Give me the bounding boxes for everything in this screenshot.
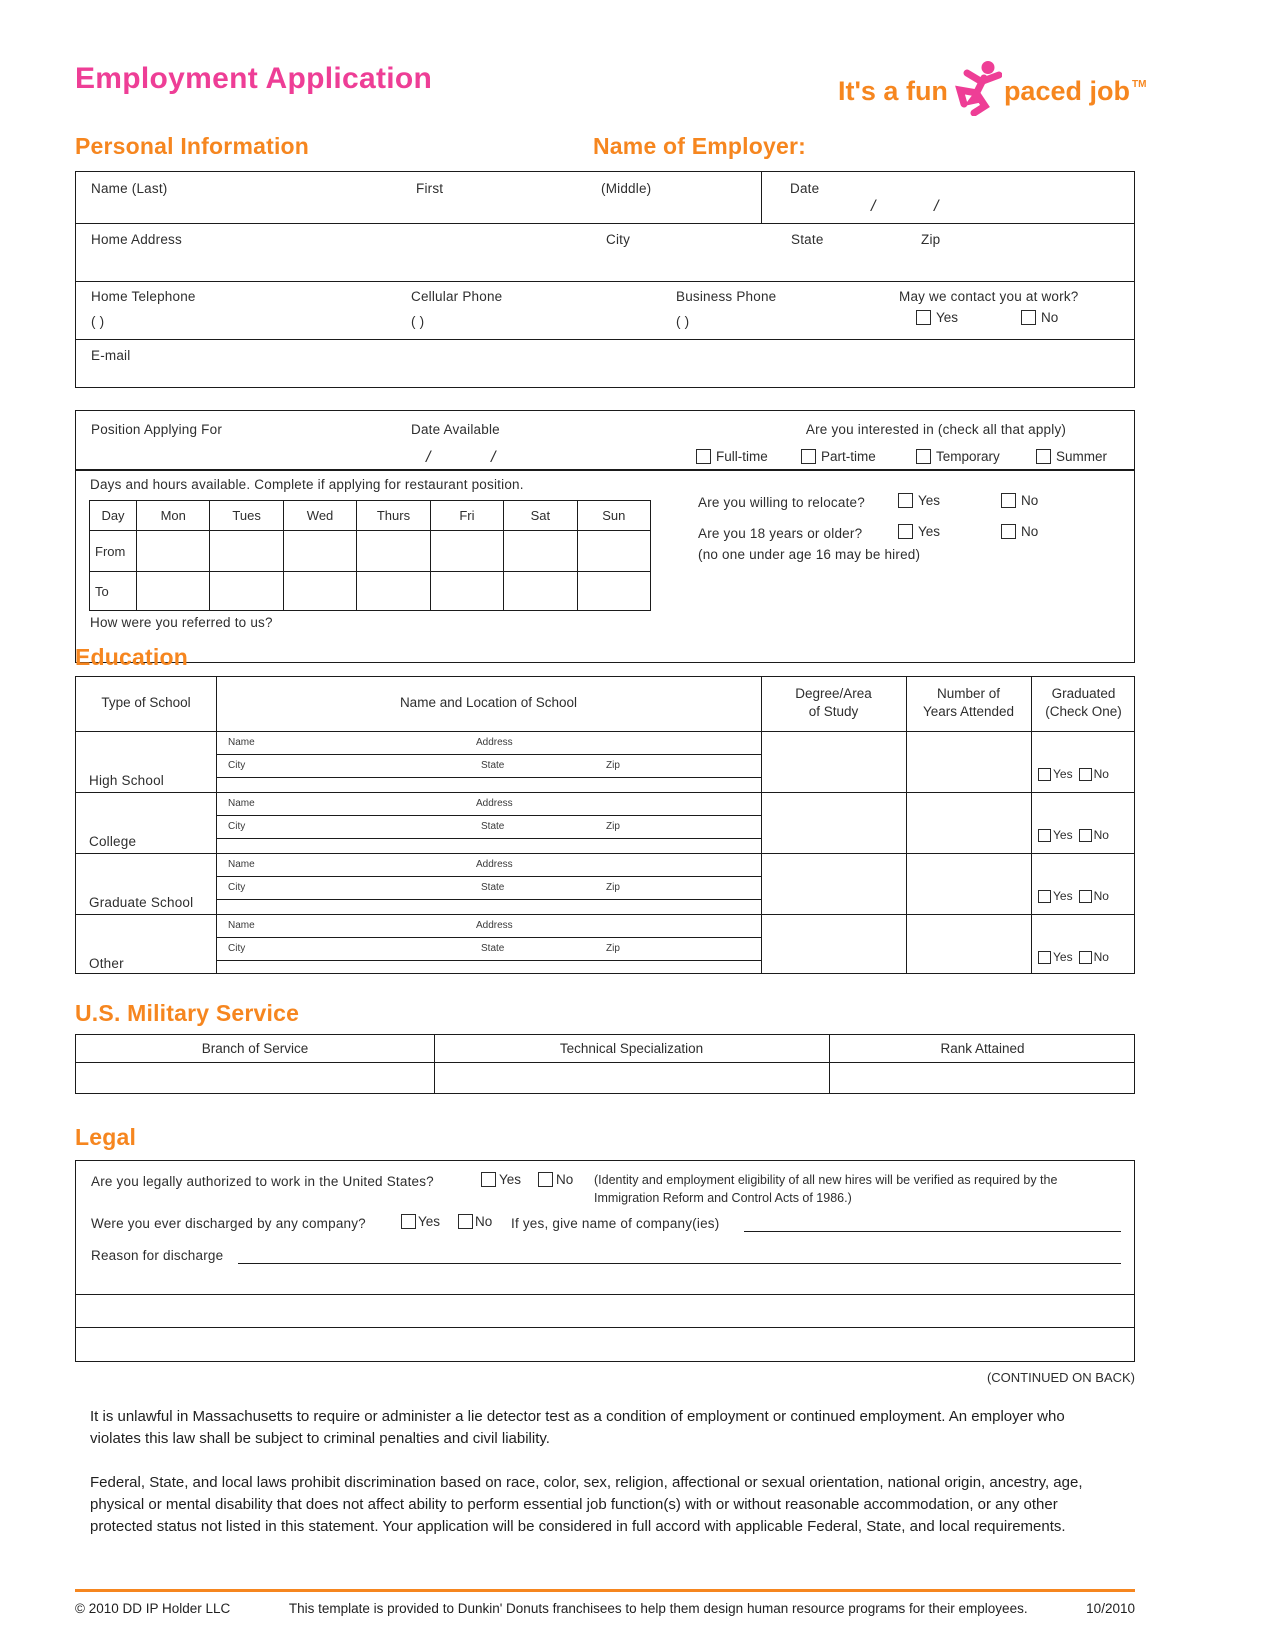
rank-attained-header: Rank Attained xyxy=(940,1041,1025,1056)
to-fri-cell[interactable] xyxy=(430,572,503,611)
graduated-header: Graduated (Check One) xyxy=(1045,686,1122,719)
age-yes-checkbox[interactable] xyxy=(898,524,913,539)
age-no-option xyxy=(1001,524,1038,539)
business-phone-parens: ( ) xyxy=(676,314,690,329)
to-thurs-cell[interactable] xyxy=(357,572,430,611)
sub-divider xyxy=(216,754,761,755)
company-names-field[interactable] xyxy=(744,1213,1121,1232)
trademark-symbol: TM xyxy=(1131,79,1147,90)
state-label: State xyxy=(791,232,824,247)
if-yes-label: If yes, give name of company(ies) xyxy=(511,1216,720,1231)
sub-zip-label: Zip xyxy=(606,943,620,954)
template-note: This template is provided to Dunkin' Donuts franchisees to help them design human resource programs for their employees. xyxy=(288,1601,1028,1616)
sub-name-label: Name xyxy=(228,737,255,748)
yes-label: Yes xyxy=(936,310,959,325)
personal-info-heading: Personal Information xyxy=(75,133,310,159)
date-available-label: Date Available xyxy=(411,422,500,437)
from-sat-cell[interactable] xyxy=(504,531,577,572)
row-label-high-school: High School xyxy=(89,773,164,788)
tagline-right: paced job xyxy=(1003,76,1130,106)
row-label-college: College xyxy=(89,834,137,849)
zip-label: Zip xyxy=(921,232,941,247)
discharged-yes-option: Yes xyxy=(401,1214,440,1229)
col-divider xyxy=(216,677,217,973)
date-label: Date xyxy=(790,181,820,196)
interest-temporary xyxy=(916,449,1000,464)
summer-label: Summer xyxy=(1056,449,1108,464)
home-address-label: Home Address xyxy=(91,232,182,247)
sub-divider xyxy=(216,815,761,816)
sub-state-label: State xyxy=(481,943,505,954)
temporary-label: Temporary xyxy=(936,449,1000,464)
heavy-divider xyxy=(76,469,1134,471)
summer-checkbox[interactable] xyxy=(1036,449,1051,464)
education-table xyxy=(75,676,1135,974)
yes-label: Yes xyxy=(918,524,941,539)
college-graduated-options: Yes No xyxy=(1038,828,1109,842)
authorized-yes-option: Yes xyxy=(481,1172,521,1187)
home-phone-parens: ( ) xyxy=(91,314,105,329)
city-label: City xyxy=(606,232,631,247)
age-note: (no one under age 16 may be hired) xyxy=(698,547,921,562)
date-slash-1: / xyxy=(871,198,876,215)
military-heading: U.S. Military Service xyxy=(75,1000,300,1026)
footer-rule xyxy=(75,1589,1135,1592)
discharged-yes-checkbox[interactable] xyxy=(401,1214,416,1229)
middle-name-label: (Middle) xyxy=(601,181,652,196)
sat-col-header: Sat xyxy=(504,501,577,531)
parttime-checkbox[interactable] xyxy=(801,449,816,464)
to-mon-cell[interactable] xyxy=(137,572,210,611)
footer-line xyxy=(75,1601,1135,1616)
interested-in-label: Are you interested in (check all that apply) xyxy=(805,422,1067,437)
college-grad-yes-checkbox[interactable] xyxy=(1038,829,1051,842)
day-col-header: Day xyxy=(90,501,137,531)
position-applying-label: Position Applying For xyxy=(91,422,223,437)
referred-question: How were you referred to us? xyxy=(90,615,273,630)
date-slash-2: / xyxy=(934,198,939,215)
page-title: Employment Application xyxy=(75,62,433,95)
no-label: No xyxy=(1041,310,1059,325)
from-row-label: From xyxy=(90,531,137,572)
education-heading: Education xyxy=(75,644,188,670)
discrimination-paragraph: Federal, State, and local laws prohibit discrimination based on race, color, sex, religion, affectional or sexual orientation, national origin, ancestry, age, physical or mental disability that does not affect ability to perform essential job function(s) with or without reasonable accommodation, or any other protected status not listed in this statement. Your application will be considered in full accord with applicable Federal, State, and local requirements. xyxy=(90,1474,1083,1535)
sub-address-label: Address xyxy=(476,859,513,870)
row-divider xyxy=(76,914,1134,915)
header-divider xyxy=(76,1062,1134,1063)
legal-box xyxy=(75,1160,1135,1362)
to-row-label: To xyxy=(90,572,137,611)
to-wed-cell[interactable] xyxy=(283,572,356,611)
date-cell-divider xyxy=(761,172,762,223)
military-table xyxy=(75,1034,1135,1094)
no-label: No xyxy=(1021,493,1039,508)
other-graduated-options: Yes No xyxy=(1038,950,1109,964)
sub-name-label: Name xyxy=(228,798,255,809)
sub-zip-label: Zip xyxy=(606,760,620,771)
from-sun-cell[interactable] xyxy=(577,531,650,572)
cell-phone-parens: ( ) xyxy=(411,314,425,329)
tues-col-header: Tues xyxy=(210,501,283,531)
days-hours-label: Days and hours available. Complete if applying for restaurant position. xyxy=(90,477,524,492)
yes-label: Yes xyxy=(918,493,941,508)
row-divider xyxy=(76,792,1134,793)
col-divider xyxy=(1031,677,1032,973)
sub-state-label: State xyxy=(481,821,505,832)
row-divider xyxy=(76,339,1134,340)
branch-of-service-header: Branch of Service xyxy=(201,1041,309,1056)
contact-no-checkbox[interactable] xyxy=(1021,310,1036,325)
sub-divider xyxy=(216,876,761,877)
header-divider xyxy=(76,731,1134,732)
copyright-text: © 2010 DD IP Holder LLC xyxy=(75,1601,231,1616)
sub-state-label: State xyxy=(481,882,505,893)
relocate-no-option xyxy=(1001,493,1038,508)
from-thurs-cell[interactable] xyxy=(357,531,430,572)
no-label: No xyxy=(1021,524,1039,539)
relocate-no-checkbox[interactable] xyxy=(1001,493,1016,508)
row-divider xyxy=(76,1294,1134,1295)
gradschool-grad-yes-checkbox[interactable] xyxy=(1038,890,1051,903)
wed-col-header: Wed xyxy=(283,501,356,531)
years-attended-header: Number of Years Attended xyxy=(922,686,1015,719)
interest-parttime xyxy=(801,449,876,464)
name-location-header: Name and Location of School xyxy=(399,695,578,710)
gradschool-grad-no-checkbox[interactable] xyxy=(1079,890,1092,903)
sub-name-label: Name xyxy=(228,920,255,931)
from-fri-cell[interactable] xyxy=(430,531,503,572)
contact-yes-option xyxy=(916,310,958,325)
hs-grad-no-checkbox[interactable] xyxy=(1079,768,1092,781)
relocate-yes-option xyxy=(898,493,940,508)
gradschool-graduated-options: Yes No xyxy=(1038,889,1109,903)
interest-summer xyxy=(1036,449,1107,464)
row-divider xyxy=(76,281,1134,282)
interest-fulltime xyxy=(696,449,768,464)
sub-city-label: City xyxy=(228,882,246,893)
sub-divider xyxy=(216,899,761,900)
sub-state-label: State xyxy=(481,760,505,771)
authorized-question: Are you legally authorized to work in the United States? xyxy=(91,1174,434,1189)
relocate-yes-checkbox[interactable] xyxy=(898,493,913,508)
contact-yes-checkbox[interactable] xyxy=(916,310,931,325)
other-grad-yes-checkbox[interactable] xyxy=(1038,951,1051,964)
discharged-no-option: No xyxy=(458,1214,492,1229)
avail-slash-1: / xyxy=(426,449,431,466)
hs-graduated-options: Yes No xyxy=(1038,767,1109,781)
row-divider xyxy=(76,1327,1134,1328)
type-of-school-header: Type of School xyxy=(101,695,191,710)
technical-specialization-header: Technical Specialization xyxy=(559,1041,704,1056)
reason-discharge-field[interactable] xyxy=(238,1245,1121,1264)
brand-tagline xyxy=(838,60,1146,123)
employer-heading: Name of Employer: xyxy=(593,133,807,159)
sub-divider xyxy=(216,937,761,938)
age-question: Are you 18 years or older? xyxy=(698,526,863,541)
name-last-label: Name (Last) xyxy=(91,181,168,196)
sub-divider xyxy=(216,960,761,961)
sub-address-label: Address xyxy=(476,798,513,809)
degree-header: Degree/Area of Study xyxy=(795,686,872,719)
to-sun-cell[interactable] xyxy=(577,572,650,611)
mon-col-header: Mon xyxy=(137,501,210,531)
sub-divider xyxy=(216,777,761,778)
avail-slash-2: / xyxy=(491,449,496,466)
age-yes-option xyxy=(898,524,940,539)
sub-address-label: Address xyxy=(476,737,513,748)
fulltime-label: Full-time xyxy=(716,449,768,464)
sub-address-label: Address xyxy=(476,920,513,931)
sub-city-label: City xyxy=(228,943,246,954)
authorized-no-option: No xyxy=(538,1172,573,1187)
sub-divider xyxy=(216,838,761,839)
contact-at-work-label: May we contact you at work? xyxy=(899,289,1079,304)
continued-on-back-note: (CONTINUED ON BACK) xyxy=(986,1370,1135,1385)
fulltime-checkbox[interactable] xyxy=(696,449,711,464)
sub-name-label: Name xyxy=(228,859,255,870)
hs-grad-yes-checkbox[interactable] xyxy=(1038,768,1051,781)
row-divider xyxy=(76,223,1134,224)
other-grad-no-checkbox[interactable] xyxy=(1079,951,1092,964)
discharged-no-checkbox[interactable] xyxy=(458,1214,473,1229)
business-phone-label: Business Phone xyxy=(676,289,777,304)
reason-discharge-label: Reason for discharge xyxy=(91,1248,224,1263)
sub-city-label: City xyxy=(228,821,246,832)
discharged-question: Were you ever discharged by any company? xyxy=(91,1216,366,1231)
personal-info-table xyxy=(75,171,1135,388)
email-label: E-mail xyxy=(91,348,131,363)
authorized-note: (Identity and employment eligibility of all new hires will be verified as required by the Immigration Reform and Control Acts of 1986.) xyxy=(594,1173,1058,1205)
to-sat-cell[interactable] xyxy=(504,572,577,611)
from-tues-cell[interactable] xyxy=(210,531,283,572)
authorized-no-checkbox[interactable] xyxy=(538,1172,553,1187)
col-divider xyxy=(906,677,907,973)
cell-phone-label: Cellular Phone xyxy=(411,289,503,304)
sun-col-header: Sun xyxy=(577,501,650,531)
contact-no-option xyxy=(1021,310,1058,325)
from-wed-cell[interactable] xyxy=(283,531,356,572)
days-hours-table xyxy=(89,500,651,611)
sub-zip-label: Zip xyxy=(606,821,620,832)
parttime-label: Part-time xyxy=(821,449,876,464)
college-grad-no-checkbox[interactable] xyxy=(1079,829,1092,842)
relocate-question: Are you willing to relocate? xyxy=(698,495,865,510)
authorized-yes-checkbox[interactable] xyxy=(481,1172,496,1187)
runner-icon xyxy=(950,60,1002,123)
first-name-label: First xyxy=(416,181,444,196)
version-date: 10/2010 xyxy=(1086,1601,1135,1616)
thurs-col-header: Thurs xyxy=(357,501,430,531)
sub-zip-label: Zip xyxy=(606,882,620,893)
position-table xyxy=(75,410,1135,663)
sub-city-label: City xyxy=(228,760,246,771)
row-label-other: Other xyxy=(89,956,124,971)
to-tues-cell[interactable] xyxy=(210,572,283,611)
temporary-checkbox[interactable] xyxy=(916,449,931,464)
home-phone-label: Home Telephone xyxy=(91,289,196,304)
col-divider xyxy=(761,677,762,973)
legal-heading: Legal xyxy=(75,1124,137,1150)
row-divider xyxy=(76,853,1134,854)
fri-col-header: Fri xyxy=(430,501,503,531)
row-label-graduate-school: Graduate School xyxy=(89,895,194,910)
lie-detector-paragraph: It is unlawful in Massachusetts to require or administer a lie detector test as a condition of employment or continued employment. An employer who violates this law shall be subject to criminal penalties and civil liability. xyxy=(90,1408,1065,1447)
age-no-checkbox[interactable] xyxy=(1001,524,1016,539)
from-mon-cell[interactable] xyxy=(137,531,210,572)
tagline-left: It's a fun xyxy=(838,76,948,106)
